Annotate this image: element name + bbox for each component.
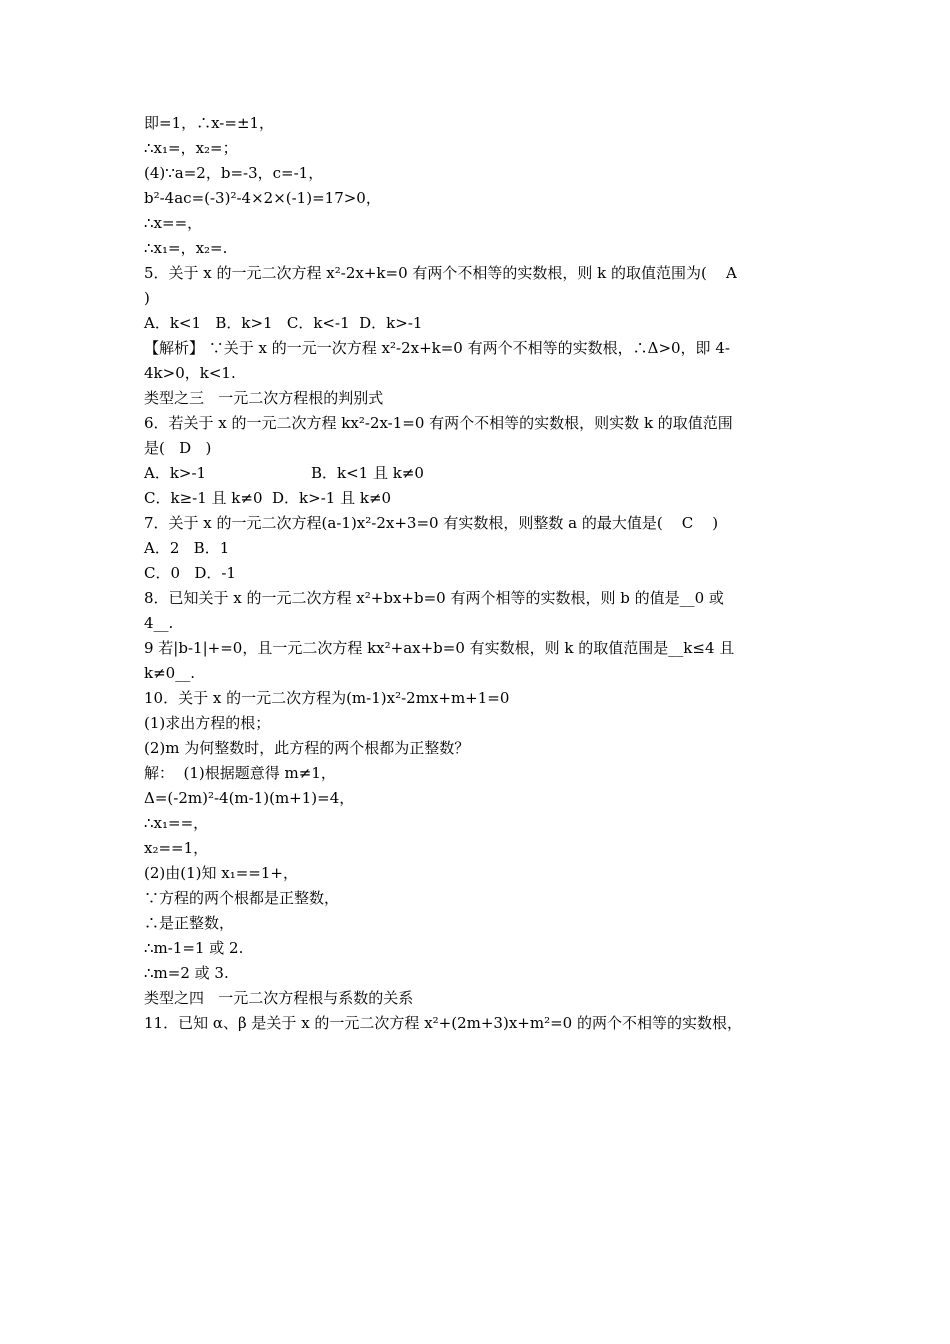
text-line: (2)m 为何整数时，此方程的两个根都为正整数？	[144, 739, 470, 757]
question-9: 9 若|b-1|+=0，且一元二次方程 kx²+ax+b=0 有实数根，则 k 的取值范围是__k≤4 且	[144, 639, 735, 657]
solution-line: 解： (1)根据题意得 m≠1，	[144, 764, 336, 782]
options-line: A．2 B．1	[144, 539, 230, 557]
solution-line: ∴m-1=1 或 2.	[144, 939, 244, 957]
text-line: 即=1，∴x-=±1，	[144, 114, 275, 132]
solution-line: (2)由(1)知 x₁==1+，	[144, 864, 298, 882]
question-6: 6．若关于 x 的一元二次方程 kx²-2x-1=0 有两个不相等的实数根，则实数 k 的取值范围	[144, 414, 733, 432]
solution-line: ∴m=2 或 3.	[144, 964, 229, 982]
text-line: (1)求出方程的根；	[144, 714, 271, 732]
question-11: 11．已知 α、β 是关于 x 的一元二次方程 x²+(2m+3)x+m²=0 的两个不相等的实数根，	[144, 1014, 742, 1032]
question-5: 5．关于 x 的一元二次方程 x²-2x+k=0 有两个不相等的实数根，则 k 的取值范围为( A	[144, 264, 737, 282]
text-line: ∴x==，	[144, 214, 203, 232]
text-line: (4)∵a=2，b=-3，c=-1，	[144, 164, 324, 182]
question-7: 7．关于 x 的一元二次方程(a-1)x²-2x+3=0 有实数根，则整数 a 的最大值是( C )	[144, 514, 719, 532]
options-line: A．k>-1 B．k<1 且 k≠0	[144, 464, 424, 482]
options-line: A．k<1 B．k>1 C．k<-1 D．k>-1	[144, 314, 423, 332]
text-line: ∴x₁=，x₂=；	[144, 139, 238, 157]
solution-line: Δ=(-2m)²-4(m-1)(m+1)=4，	[144, 789, 355, 807]
analysis-line: 【解析】 ∵关于 x 的一元一次方程 x²-2x+k=0 有两个不相等的实数根，∴Δ>0，即 4-	[144, 339, 730, 357]
solution-line: ∵方程的两个根都是正整数，	[144, 889, 340, 907]
section-heading: 类型之四 一元二次方程根与系数的关系	[144, 989, 414, 1007]
options-line: C．k≥-1 且 k≠0 D．k>-1 且 k≠0	[144, 489, 392, 507]
question-10: 10．关于 x 的一元二次方程为(m-1)x²-2mx+m+1=0	[144, 689, 510, 707]
text-line: 是( D )	[144, 439, 212, 457]
text-line: k≠0__.	[144, 664, 195, 682]
text-line: ∴x₁=，x₂=.	[144, 239, 228, 257]
text-line: )	[144, 289, 150, 307]
question-8: 8．已知关于 x 的一元二次方程 x²+bx+b=0 有两个相等的实数根，则 b 的值是__0 或	[144, 589, 724, 607]
text-line: 4k>0，k<1.	[144, 364, 236, 382]
solution-line: ∴是正整数，	[144, 914, 235, 932]
text-line: b²-4ac=(-3)²-4×2×(-1)=17>0，	[144, 189, 381, 207]
text-line: 4__.	[144, 614, 174, 632]
solution-line: ∴x₁==，	[144, 814, 209, 832]
options-line: C．0 D．-1	[144, 564, 236, 582]
section-heading: 类型之三 一元二次方程根的判别式	[144, 389, 384, 407]
solution-line: x₂==1，	[144, 839, 209, 857]
